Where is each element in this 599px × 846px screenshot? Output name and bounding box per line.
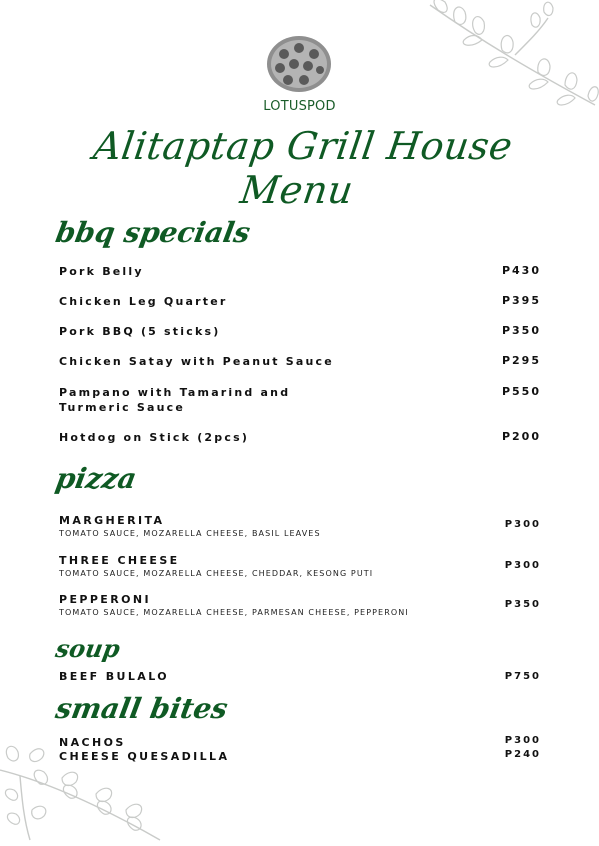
menu-item bbox=[59, 264, 541, 279]
item-name: Chicken Leg Quarter bbox=[59, 295, 228, 308]
item-name: MARGHERITA bbox=[59, 514, 165, 527]
brand-name: LOTUSPOD bbox=[263, 99, 336, 114]
menu-item bbox=[59, 430, 541, 445]
item-price: P350 bbox=[501, 324, 541, 337]
item-price: P750 bbox=[504, 671, 541, 682]
item-name: Hotdog on Stick (2pcs) bbox=[59, 431, 250, 444]
item-price: P300 bbox=[504, 560, 541, 571]
item-price: P300 bbox=[504, 519, 541, 530]
section-heading-small-bites: small bites bbox=[53, 692, 231, 725]
item-price: P295 bbox=[501, 354, 541, 367]
menu-item bbox=[59, 385, 541, 415]
section-heading-soup: soup bbox=[53, 634, 123, 663]
menu-item bbox=[59, 294, 541, 309]
item-price: P550 bbox=[501, 385, 541, 398]
leaf-branch-decoration-top bbox=[420, 0, 599, 120]
item-description: TOMATO SAUCE, MOZARELLA CHEESE, BASIL LEAVES bbox=[59, 529, 321, 538]
item-name: PEPPERONI bbox=[59, 593, 151, 606]
item-price: P350 bbox=[504, 599, 541, 610]
item-price: P300 bbox=[504, 735, 541, 746]
item-name: CHEESE QUESADILLA bbox=[59, 750, 230, 763]
menu-item bbox=[59, 354, 541, 369]
menu-title: Alitaptap Grill House Menu bbox=[90, 124, 516, 212]
item-name: BEEF BULALO bbox=[59, 670, 169, 683]
item-name: Pork Belly bbox=[59, 265, 144, 278]
item-price: P240 bbox=[504, 749, 541, 760]
menu-item bbox=[59, 669, 541, 684]
section-heading-pizza: pizza bbox=[53, 462, 140, 495]
item-name: THREE CHEESE bbox=[59, 554, 180, 567]
menu-item bbox=[59, 513, 541, 538]
item-price: P430 bbox=[501, 264, 541, 277]
item-description: TOMATO SAUCE, MOZARELLA CHEESE, CHEDDAR, KESONG PUTI bbox=[59, 569, 374, 578]
item-description: TOMATO SAUCE, MOZARELLA CHEESE, PARMESAN CHEESE, PEPPERONI bbox=[59, 608, 409, 617]
item-name: Chicken Satay with Peanut Sauce bbox=[59, 355, 334, 368]
item-price: P200 bbox=[501, 430, 541, 443]
section-heading-bbq: bbq specials bbox=[53, 216, 253, 249]
item-name: NACHOS bbox=[59, 736, 126, 749]
item-price: P395 bbox=[501, 294, 541, 307]
menu-item bbox=[59, 324, 541, 339]
menu-item bbox=[59, 553, 541, 578]
item-name: Pork BBQ (5 sticks) bbox=[59, 325, 221, 338]
item-name: Pampano with Tamarind and bbox=[59, 386, 291, 399]
lotus-seed-pod-icon bbox=[264, 34, 334, 94]
menu-item bbox=[59, 749, 541, 764]
item-name-continued: Turmeric Sauce bbox=[59, 401, 185, 414]
menu-item bbox=[59, 592, 541, 617]
menu-item bbox=[59, 735, 541, 750]
